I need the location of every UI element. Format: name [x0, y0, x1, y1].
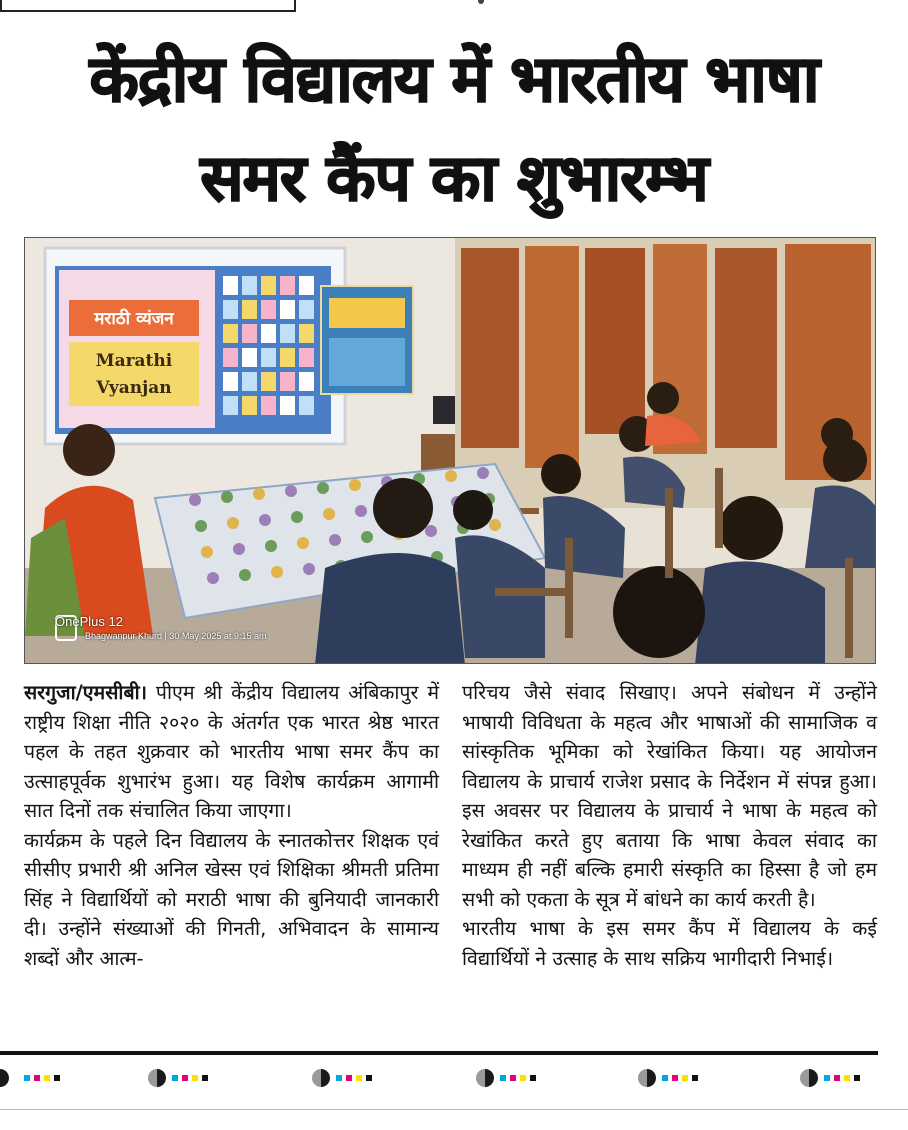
registration-circle [800, 1069, 818, 1087]
tablecloth-pattern-dot [317, 482, 329, 494]
grid-cell [261, 300, 276, 319]
grid-cell [223, 276, 238, 295]
registration-swatch [834, 1075, 840, 1081]
article-paragraph: कार्यक्रम के पहले दिन विद्यालय के स्नातकोत्तर शिक्षक एवं सीसीए प्रभारी श्री अनिल खेस्स एवं शिक्षिका श्रीमती प्रतिमा सिंह ने विद्यार्थियों को मराठी भाषा की बुनियादी जानकारी दी। उन्होंने संख्याओं की गिनती, अभिवादन के सामान्य शब्दों और आत्म- [24, 828, 439, 970]
article-paragraph: भारतीय भाषा के इस समर कैंप में विद्यालय के कई विद्यार्थियों ने उत्साह के साथ सक्रिय भागीदारी निभाई। [462, 917, 877, 970]
tablecloth-pattern-dot [361, 531, 373, 543]
registration-swatch [672, 1075, 678, 1081]
grid-cell [299, 396, 314, 415]
previous-article-frame [0, 0, 296, 12]
registration-circle [0, 1069, 9, 1087]
grid-cell [261, 348, 276, 367]
tablecloth-pattern-dot [477, 467, 489, 479]
grid-cell [280, 372, 295, 391]
grid-cell [299, 300, 314, 319]
svg-text:Marathi: Marathi [95, 351, 173, 371]
article-body [24, 678, 876, 1030]
registration-swatch [182, 1075, 188, 1081]
registration-swatch [24, 1075, 30, 1081]
grid-cell [223, 300, 238, 319]
grid-cell [242, 396, 257, 415]
grid-cell [280, 276, 295, 295]
registration-swatch [336, 1075, 342, 1081]
tablecloth-pattern-dot [329, 534, 341, 546]
print-registration-marks [0, 1069, 908, 1087]
registration-swatch [44, 1075, 50, 1081]
grid-cell [280, 324, 295, 343]
registration-swatch [346, 1075, 352, 1081]
registration-circle [312, 1069, 330, 1087]
registration-swatch [500, 1075, 506, 1081]
tablecloth-pattern-dot [489, 519, 501, 531]
slide-title-devanagari: मराठी व्यंजन [94, 309, 174, 329]
grid-cell [242, 300, 257, 319]
grid-cell [299, 324, 314, 343]
tablecloth-pattern-dot [303, 563, 315, 575]
grid-cell [261, 276, 276, 295]
registration-swatch [824, 1075, 830, 1081]
article-paragraph: परिचय जैसे संवाद सिखाए। अपने संबोधन में उन्होंने भाषायी विविधता के महत्व और भाषाओं की सामाजिक व सांस्कृतिक भूमिका को रेखांकित किया। यह आयोजन विद्यालय के प्राचार्य राजेश प्रसाद के निर्देशन में संपन्न हुआ। इस अवसर पर विद्यालय के प्राचार्य ने भाषा के महत्व को रेखांकित करते हुए बताया कि भाषा केवल संवाद का माध्यम ही नहीं बल्कि हमारी संस्कृति का हिस्सा है जो हम सभी को एकता के सूत्र में बांधने का कार्य करती है। [462, 681, 877, 911]
grid-cell [299, 276, 314, 295]
registration-swatch [520, 1075, 526, 1081]
grid-cell [242, 276, 257, 295]
grid-cell [280, 300, 295, 319]
headline-line-1: केंद्रीय विद्यालय में भारतीय भाषा [89, 43, 819, 117]
article-paragraph [24, 678, 439, 826]
grid-cell [223, 372, 238, 391]
grid-cell [261, 372, 276, 391]
grid-cell [223, 396, 238, 415]
registration-swatch [54, 1075, 60, 1081]
registration-circle [476, 1069, 494, 1087]
registration-swatch [192, 1075, 198, 1081]
grid-cell [242, 348, 257, 367]
tablecloth-pattern-dot [323, 508, 335, 520]
grid-cell [223, 324, 238, 343]
tablecloth-pattern-dot [265, 540, 277, 552]
tablecloth-pattern-dot [271, 566, 283, 578]
tablecloth-pattern-dot [207, 572, 219, 584]
tablecloth-pattern-dot [233, 543, 245, 555]
grid-cell [261, 396, 276, 415]
registration-swatch [510, 1075, 516, 1081]
grid-cell [242, 324, 257, 343]
article-column-1 [24, 678, 439, 973]
registration-swatch [692, 1075, 698, 1081]
registration-swatch [202, 1075, 208, 1081]
registration-swatch [34, 1075, 40, 1081]
tablecloth-pattern-dot [189, 494, 201, 506]
grid-cell [280, 396, 295, 415]
grid-cell [280, 348, 295, 367]
registration-circle [638, 1069, 656, 1087]
article-column-2 [462, 678, 877, 973]
registration-swatch [682, 1075, 688, 1081]
registration-circle [148, 1069, 166, 1087]
tablecloth-pattern-dot [425, 525, 437, 537]
registration-swatch [172, 1075, 178, 1081]
news-photo [24, 237, 876, 664]
grid-cell [242, 372, 257, 391]
page-edge [0, 1109, 908, 1110]
headline-line-2: समर कैंप का शुभारम्भ [200, 142, 708, 216]
tablecloth-pattern-dot [259, 514, 271, 526]
tablecloth-pattern-dot [221, 491, 233, 503]
grid-cell [223, 348, 238, 367]
tablecloth-pattern-dot [195, 520, 207, 532]
tablecloth-pattern-dot [285, 485, 297, 497]
camera-watermark-detail: Bhagwanpur Khurd | 30 May 2025 at 9:15 am [85, 631, 267, 641]
tablecloth-pattern-dot [201, 546, 213, 558]
tablecloth-pattern-dot [445, 470, 457, 482]
svg-text:Vyanjan: Vyanjan [96, 378, 172, 398]
grid-cell [261, 324, 276, 343]
grid-cell [299, 348, 314, 367]
grid-cell [299, 372, 314, 391]
registration-swatch [662, 1075, 668, 1081]
tablecloth-pattern-dot [227, 517, 239, 529]
dateline: सरगुजा/एमसीबी। [24, 681, 148, 704]
registration-swatch [854, 1075, 860, 1081]
classroom-scene [25, 238, 876, 664]
tablecloth-pattern-dot [253, 488, 265, 500]
tablecloth-pattern-dot [355, 505, 367, 517]
tablecloth-pattern-dot [291, 511, 303, 523]
headline [0, 28, 908, 226]
paragraph-text: पीएम श्री केंद्रीय विद्यालय अंबिकापुर में राष्ट्रीय शिक्षा नीति २०२० के अंतर्गत एक भारत श्रेष्ठ भारत पहल के तहत शुक्रवार को भारतीय भाषा समर कैंप का उत्साहपूर्वक शुभारंभ हुआ। यह विशेष कार्यक्रम आगामी सात दिनों तक संचालित किया जाएगा। [24, 681, 439, 822]
tablecloth-pattern-dot [297, 537, 309, 549]
camera-watermark: OnePlus 12 [55, 614, 123, 629]
registration-swatch [844, 1075, 850, 1081]
tablecloth-pattern-dot [349, 479, 361, 491]
registration-swatch [366, 1075, 372, 1081]
tablecloth-pattern-dot [239, 569, 251, 581]
registration-swatch [356, 1075, 362, 1081]
page-rule [0, 1051, 878, 1055]
page-mark [478, 0, 484, 4]
registration-swatch [530, 1075, 536, 1081]
